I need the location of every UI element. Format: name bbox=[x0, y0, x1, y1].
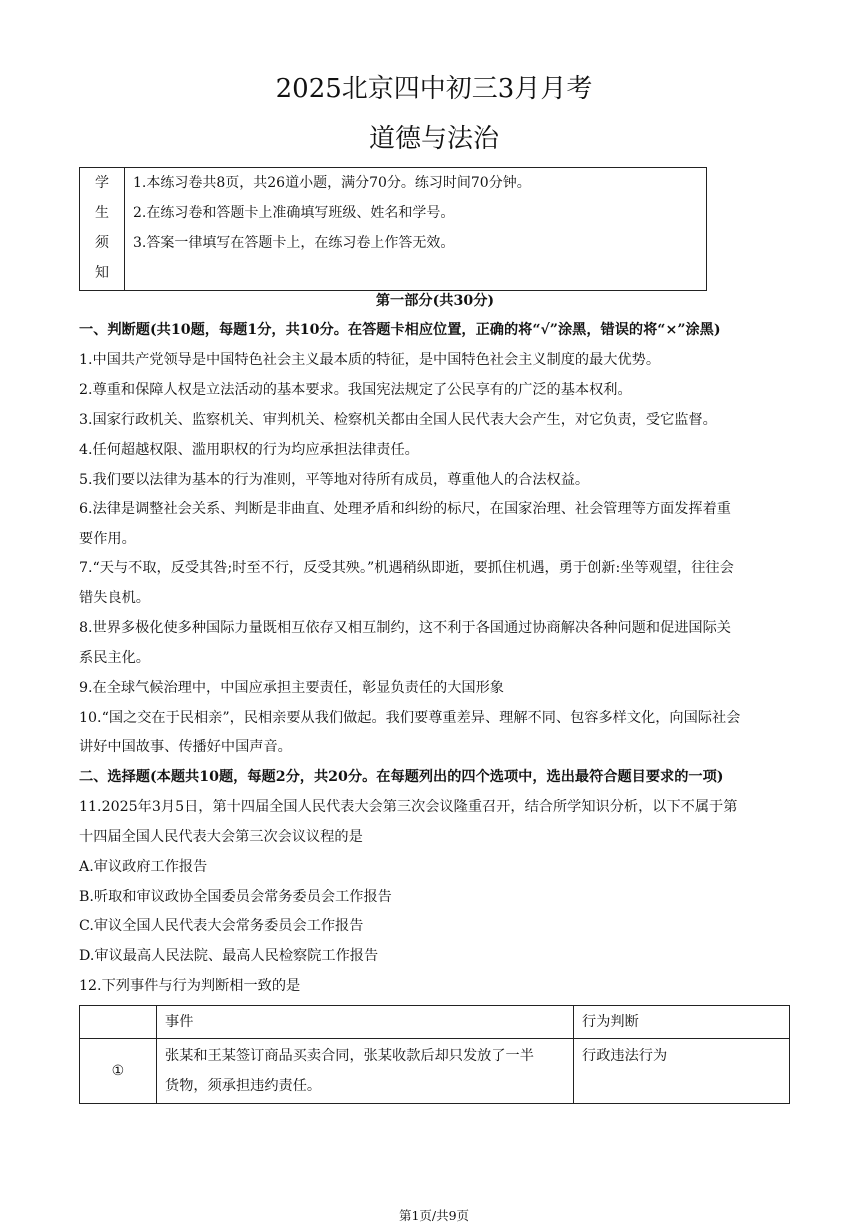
question-line: 要作用。 bbox=[79, 531, 136, 547]
question-line: 9.在全球气候治理中，中国应承担主要责任，彰显负责任的大国形象 bbox=[79, 680, 504, 696]
question-line: 1.中国共产党领导是中国特色社会主义最本质的特征，是中国特色社会主义制度的最大优势。 bbox=[79, 352, 661, 368]
question-line: 11.2025年3月5日，第十四届全国人民代表大会第三次会议隆重召开，结合所学知识分析，以下不属于第 bbox=[79, 799, 738, 815]
page-footer: 第1页/共9页 bbox=[398, 1208, 470, 1223]
notice-item: 3.答案一律填写在答题卡上，在练习卷上作答无效。 bbox=[133, 235, 455, 251]
notice-side-char: 生 bbox=[95, 205, 109, 221]
question-line: 十四届全国人民代表大会第三次会议议程的是 bbox=[79, 829, 363, 845]
notice-side-char: 须 bbox=[95, 235, 109, 251]
notice-content bbox=[125, 168, 707, 291]
table-row bbox=[80, 1039, 790, 1104]
question-line: 3.国家行政机关、监察机关、审判机关、检察机关都由全国人民代表大会产生，对它负责，受它监督。 bbox=[79, 412, 717, 428]
option-line: B.听取和审议政协全国委员会常务委员会工作报告 bbox=[79, 889, 392, 905]
question-line: 7.“天与不取，反受其咎;时至不行，反受其殃。”机遇稍纵即逝，要抓住机遇，勇于创新:坐等观望，往往会 bbox=[79, 560, 734, 576]
notice-item: 2.在练习卷和答题卡上准确填写班级、姓名和学号。 bbox=[133, 205, 455, 221]
option-line: D.审议最高人民法院、最高人民检察院工作报告 bbox=[79, 948, 379, 964]
table-header-cell: 行为判断 bbox=[574, 1006, 790, 1039]
notice-box bbox=[79, 167, 707, 291]
part1-heading: 第一部分(共30分) bbox=[375, 293, 495, 309]
table-header-row bbox=[80, 1006, 790, 1039]
question-line: 10.“国之交在于民相亲”，民相亲要从我们做起。我们要尊重差异、理解不同、包容多样文化，向国际社会 bbox=[79, 710, 741, 726]
question-line: 6.法律是调整社会关系、判断是非曲直、处理矛盾和纠纷的标尺，在国家治理、社会管理等方面发挥着重 bbox=[79, 501, 731, 517]
event-text: 张某和王某签订商品买卖合同，张某收款后却只发放了一半 bbox=[165, 1048, 534, 1064]
question-line: 4.任何超越权限、滥用职权的行为均应承担法律责任。 bbox=[79, 442, 419, 458]
section2-heading: 二、选择题(本题共10题，每题2分，共20分。在每题列出的四个选项中，选出最符合题目要求的一项) bbox=[79, 769, 724, 785]
option-line: C.审议全国人民代表大会常务委员会工作报告 bbox=[79, 918, 364, 934]
question-line: 系民主化。 bbox=[79, 650, 150, 666]
table-header-cell: 事件 bbox=[157, 1006, 574, 1039]
question-line: 错失良机。 bbox=[79, 590, 150, 606]
notice-side-char: 学 bbox=[95, 175, 109, 191]
notice-side-char: 知 bbox=[95, 265, 109, 281]
notice-item: 1.本练习卷共8页，共26道小题，满分70分。练习时间70分钟。 bbox=[133, 175, 531, 191]
judgment-cell: 行政违法行为 bbox=[574, 1039, 790, 1104]
notice-side-label bbox=[80, 168, 125, 291]
exam-title: 2025北京四中初三3月月考 bbox=[275, 74, 593, 104]
question-line: 讲好中国故事、传播好中国声音。 bbox=[79, 739, 292, 755]
option-line: A.审议政府工作报告 bbox=[79, 859, 208, 875]
section1-heading: 一、判断题(共10题，每题1分，共10分。在答题卡相应位置，正确的将“√”涂黑，错误的将“×”涂黑) bbox=[79, 322, 721, 338]
question-line: 5.我们要以法律为基本的行为准则，平等地对待所有成员，尊重他人的合法权益。 bbox=[79, 472, 590, 488]
table-header-cell bbox=[80, 1006, 157, 1039]
question-line: 8.世界多极化使多种国际力量既相互依存又相互制约，这不利于各国通过协商解决各种问题和促进国际关 bbox=[79, 620, 731, 636]
subject-title: 道德与法治 bbox=[368, 124, 499, 154]
events-table bbox=[79, 1005, 790, 1104]
question-line: 2.尊重和保障人权是立法活动的基本要求。我国宪法规定了公民享有的广泛的基本权利。 bbox=[79, 382, 632, 398]
event-cell bbox=[157, 1039, 574, 1104]
question-line: 12.下列事件与行为判断相一致的是 bbox=[79, 978, 301, 994]
row-number: ① bbox=[80, 1039, 157, 1104]
event-text: 货物，须承担违约责任。 bbox=[165, 1078, 322, 1094]
